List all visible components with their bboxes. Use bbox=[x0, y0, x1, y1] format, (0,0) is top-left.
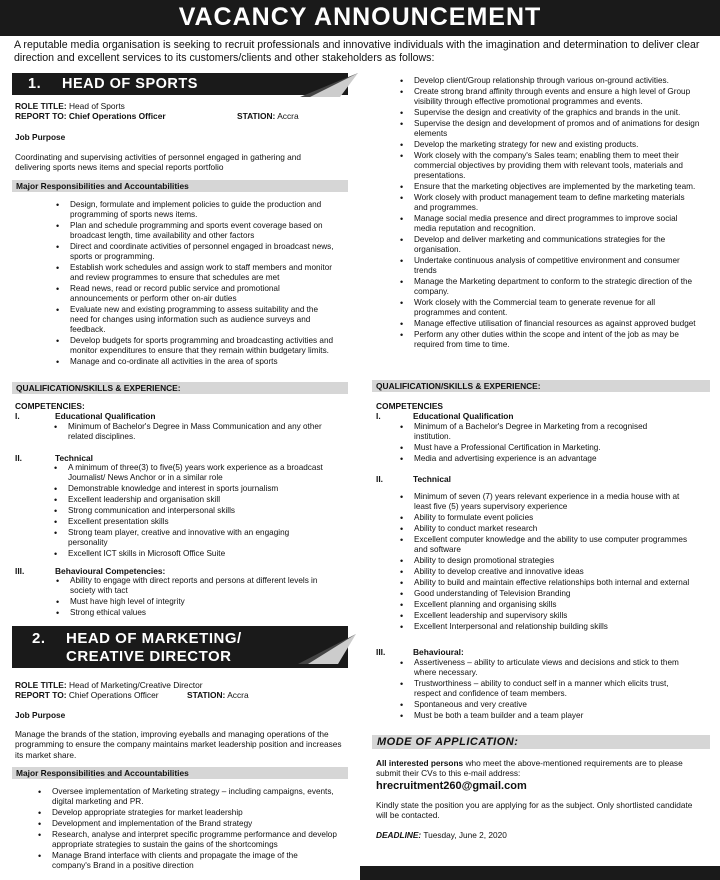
list-item: • Work closely with the company's Sales team; enabling them to meet their commercial objectives by providing them with relevant tools, materials and presentations. bbox=[400, 151, 700, 181]
application-heading: MODE OF APPLICATION: bbox=[372, 735, 710, 749]
list-item: • A minimum of three(3) to five(5) years work experience as a broadcast Journalist/ News Anchor or in a similar role bbox=[54, 463, 324, 483]
job2-edu-num: I. bbox=[376, 411, 381, 421]
list-item: • Plan and schedule programming and sports event coverage based on broadcast length, time availability and other factors bbox=[56, 221, 336, 241]
job2-tech-list bbox=[400, 492, 695, 633]
intro-text: A reputable media organisation is seeking to recruit professionals and innovative individuals with the imagination and determination to deliver clear direction and excellent services to its customers/clients and other stakeholders as follows: bbox=[14, 39, 700, 64]
job1-tech-heading: Technical bbox=[55, 453, 94, 463]
list-item: • Establish work schedules and assign work to staff members and monitor and review programmes to ensure that schedules are met bbox=[56, 263, 336, 283]
job2-edu-list bbox=[400, 422, 685, 465]
list-item: • Evaluate new and existing programming to assess suitability and the need for changes using information such as audience surveys and feedback. bbox=[56, 305, 336, 335]
list-item: • Read news, read or record public service and promotional announcements or perform other on-air duties bbox=[56, 284, 336, 304]
list-item: • Excellent Interpersonal and relationship building skills bbox=[400, 622, 695, 632]
list-item: • Manage Brand interface with clients and propagate the image of the company's Brand in a positive direction bbox=[38, 851, 338, 871]
job1-header bbox=[12, 73, 348, 95]
job1-station-value: Accra bbox=[277, 111, 299, 122]
job1-purpose-text: Coordinating and supervising activities of personnel engaged in gathering and delivering sports news items and special reports portfolio bbox=[15, 152, 301, 173]
job1-title: HEAD OF SPORTS bbox=[62, 76, 198, 92]
list-item: • Excellent planning and organising skills bbox=[400, 600, 695, 610]
job1-purpose-heading: Job Purpose bbox=[15, 132, 66, 142]
job2-tech-heading: Technical bbox=[413, 474, 452, 484]
application-subject-note: Kindly state the position you are applying for as the subject. Only shortlisted candidate will be contacted. bbox=[376, 800, 693, 821]
job1-beh-num: III. bbox=[15, 566, 25, 576]
job2-beh-num: III. bbox=[376, 647, 386, 657]
list-item: • Create strong brand affinity through events and ensure a high level of Group visibility through effective promotional programmes and events. bbox=[400, 87, 700, 107]
job2-beh-list bbox=[400, 658, 695, 722]
list-item: • Minimum of seven (7) years relevant experience in a media house with at least five (5) years supervisory experience bbox=[400, 492, 695, 512]
list-item: • Development and implementation of the Brand strategy bbox=[38, 819, 338, 829]
job2-purpose-heading: Job Purpose bbox=[15, 710, 66, 720]
list-item: • Ability to engage with direct reports and persons at different levels in society with tact bbox=[56, 576, 341, 596]
list-item: • Design, formulate and implement policies to guide the production and programming of sports news items. bbox=[56, 200, 336, 220]
application-text-rest: who meet the above-mentioned requirements are to please submit their CVs to this e-mail address: bbox=[376, 758, 683, 779]
job2-role-value: Head of Marketing/Creative Director bbox=[68, 680, 203, 690]
list-item: • Manage effective utilisation of financial resources as against approved budget bbox=[400, 319, 700, 329]
job2-responsibilities-right bbox=[400, 76, 700, 351]
list-item: • Ability to develop creative and innovative ideas bbox=[400, 567, 695, 577]
list-item: • Excellent leadership and supervisory skills bbox=[400, 611, 695, 621]
list-item: • Assertiveness – ability to articulate views and decisions and stick to them where necessary. bbox=[400, 658, 695, 678]
list-item: • Direct and coordinate activities of personnel engaged in broadcast news, sports or programming. bbox=[56, 242, 336, 262]
job1-station-label: STATION: bbox=[237, 111, 276, 122]
job2-resp-heading: Major Responsibilities and Accountabilities bbox=[12, 767, 348, 779]
job2-role-block bbox=[15, 680, 355, 701]
job2-report-value: Chief Operations Officer bbox=[68, 690, 159, 701]
list-item: • Must have a Professional Certification in Marketing. bbox=[400, 443, 685, 453]
list-item: • Excellent computer knowledge and the ability to use computer programmes and software bbox=[400, 535, 695, 555]
job1-resp-heading: Major Responsibilities and Accountabilities bbox=[12, 180, 348, 192]
job1-role-block bbox=[15, 101, 355, 122]
list-item: • Must be both a team builder and a team player bbox=[400, 711, 695, 721]
footer-strip bbox=[360, 866, 720, 880]
job2-qual-heading: QUALIFICATION/SKILLS & EXPERIENCE: bbox=[372, 380, 710, 392]
application-text bbox=[376, 758, 696, 779]
application-text-bold: All interested persons bbox=[376, 758, 464, 768]
job2-report-label: REPORT TO: bbox=[15, 690, 67, 701]
job1-edu-num: I. bbox=[15, 411, 20, 421]
page-title: VACANCY ANNOUNCEMENT bbox=[0, 0, 720, 36]
job1-responsibilities bbox=[56, 200, 336, 368]
list-item: • Demonstrable knowledge and interest in sports journalism bbox=[54, 484, 324, 494]
job1-tech-num: II. bbox=[15, 453, 22, 463]
list-item: • Work closely with the Commercial team to generate revenue for all programmes and content. bbox=[400, 298, 700, 318]
job1-qual-heading: QUALIFICATION/SKILLS & EXPERIENCE: bbox=[12, 382, 348, 394]
list-item: • Manage the Marketing department to conform to the strategic direction of the company. bbox=[400, 277, 700, 297]
swoosh-graphic-2 bbox=[298, 632, 358, 666]
list-item: • Ensure that the marketing objectives are implemented by the marketing team. bbox=[400, 182, 700, 192]
list-item: • Strong communication and interpersonal skills bbox=[54, 506, 324, 516]
list-item: • Ability to conduct market research bbox=[400, 524, 695, 534]
job1-beh-list bbox=[56, 576, 341, 619]
job2-role-label: ROLE TITLE: bbox=[15, 680, 67, 690]
job2-purpose-text: Manage the brands of the station, improving eyeballs and managing operations of the programming to ensure the company maintains market leadership position and increases its market share. bbox=[15, 729, 342, 760]
application-email[interactable]: hrecruitment260@gmail.com bbox=[376, 780, 527, 792]
list-item: • Good understanding of Television Branding bbox=[400, 589, 695, 599]
job1-competencies-heading: COMPETENCIES: bbox=[15, 401, 85, 411]
list-item: • Perform any other duties within the scope and intent of the job as may be required from time to time. bbox=[400, 330, 700, 350]
job2-competencies-heading: COMPETENCIES bbox=[376, 401, 444, 411]
list-item: • Ability to formulate event policies bbox=[400, 513, 695, 523]
list-item: • Minimum of Bachelor's Degree in Mass Communication and any other related disciplines. bbox=[54, 422, 339, 442]
job2-station-value: Accra bbox=[227, 690, 249, 701]
list-item: • Develop and deliver marketing and communications strategies for the organisation. bbox=[400, 235, 700, 255]
list-item: • Work closely with product management team to define marketing materials and programmes. bbox=[400, 193, 700, 213]
job2-beh-heading: Behavioural: bbox=[413, 647, 464, 657]
list-item: • Excellent presentation skills bbox=[54, 517, 324, 527]
job2-edu-heading: Educational Qualification bbox=[413, 411, 514, 421]
job2-title-line2: CREATIVE DIRECTOR bbox=[66, 648, 232, 665]
list-item: • Minimum of a Bachelor's Degree in Marketing from a recognised institution. bbox=[400, 422, 685, 442]
list-item: • Develop appropriate strategies for market leadership bbox=[38, 808, 338, 818]
job1-number: 1. bbox=[28, 76, 42, 92]
job2-station-label: STATION: bbox=[187, 690, 226, 701]
list-item: • Strong team player, creative and innovative with an engaging personality bbox=[54, 528, 324, 548]
list-item: • Manage social media presence and direct programmes to improve social media reputation and recognition. bbox=[400, 214, 700, 234]
list-item: • Ability to design promotional strategies bbox=[400, 556, 695, 566]
job1-edu-list bbox=[54, 422, 339, 443]
deadline-block bbox=[376, 830, 507, 840]
job1-beh-heading: Behavioural Competencies: bbox=[55, 566, 166, 576]
job2-tech-num: II. bbox=[376, 474, 383, 484]
list-item: • Oversee implementation of Marketing strategy – including campaigns, events, digital marketing and PR. bbox=[38, 787, 338, 807]
list-item: • Media and advertising experience is an advantage bbox=[400, 454, 685, 464]
list-item: • Strong ethical values bbox=[56, 608, 341, 618]
list-item: • Ability to build and maintain effective relationships both internal and external bbox=[400, 578, 695, 588]
job2-responsibilities-left bbox=[38, 787, 338, 872]
list-item: • Undertake continuous analysis of competitive environment and consumer trends bbox=[400, 256, 700, 276]
job2-title-line1: HEAD OF MARKETING/ bbox=[66, 630, 242, 647]
job1-tech-list bbox=[54, 463, 324, 560]
job1-role-label: ROLE TITLE: bbox=[15, 101, 67, 111]
list-item: • Excellent leadership and organisation skill bbox=[54, 495, 324, 505]
list-item: • Develop client/Group relationship through various on-ground activities. bbox=[400, 76, 700, 86]
list-item: • Research, analyse and interpret specific programme performance and develop appropriate strategies to sustain the gains of the shortcomings bbox=[38, 830, 338, 850]
job1-report-label: REPORT TO: bbox=[15, 111, 67, 122]
list-item: • Manage and co-ordinate all activities in the area of sports bbox=[56, 357, 336, 367]
list-item: • Spontaneous and very creative bbox=[400, 700, 695, 710]
list-item: • Supervise the design and creativity of the graphics and brands in the unit. bbox=[400, 108, 700, 118]
job1-edu-heading: Educational Qualification bbox=[55, 411, 156, 421]
deadline-label: DEADLINE: bbox=[376, 830, 422, 840]
job2-number: 2. bbox=[32, 630, 46, 647]
job1-report-value: Chief Operations Officer bbox=[68, 111, 166, 122]
list-item: • Must have high level of integrity bbox=[56, 597, 341, 607]
job1-role-value: Head of Sports bbox=[68, 101, 125, 111]
list-item: • Develop the marketing strategy for new and existing products. bbox=[400, 140, 700, 150]
list-item: • Develop budgets for sports programming and broadcasting activities and monitor expenditures to ensure that they remain within budgetary limits. bbox=[56, 336, 336, 356]
list-item: • Excellent ICT skills in Microsoft Office Suite bbox=[54, 549, 324, 559]
list-item: • Supervise the design and development of promos and of animations for design elements bbox=[400, 119, 700, 139]
deadline-value: Tuesday, June 2, 2020 bbox=[423, 830, 507, 840]
swoosh-graphic bbox=[300, 71, 360, 99]
list-item: • Trustworthiness – ability to conduct self in a manner which elicits trust, respect and confidence of team members. bbox=[400, 679, 695, 699]
